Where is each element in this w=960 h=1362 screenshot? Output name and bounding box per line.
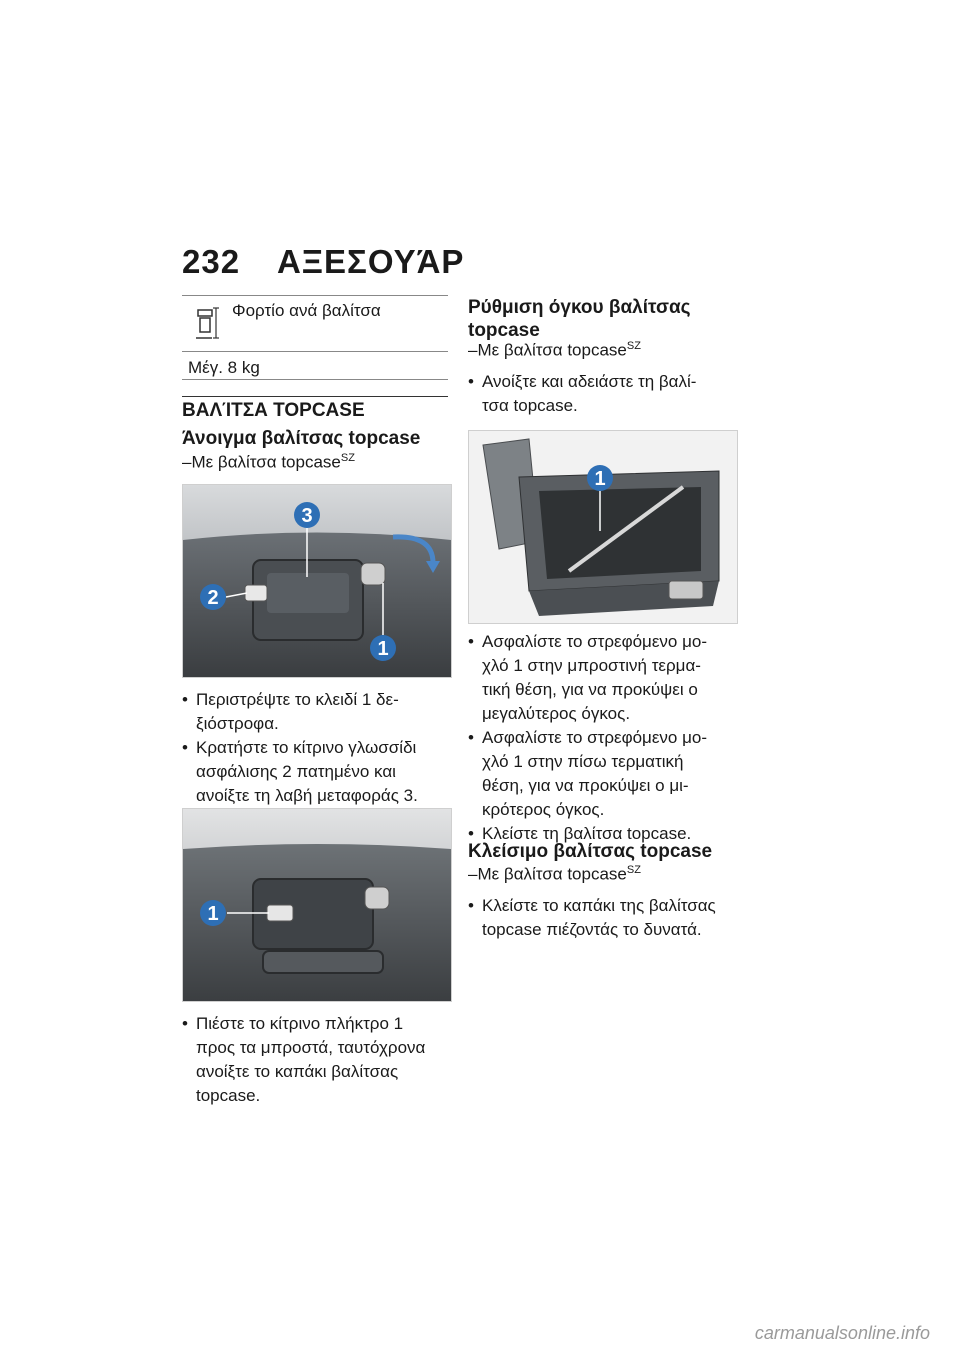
section-name: ΑΞΕΣΟΥΆΡ — [276, 243, 465, 280]
volume-step-4: • Κλείστε τη βαλίτσα topcase. — [468, 822, 744, 846]
opening-step-3: • Πιέστε το κίτρινο πλήκτρο 1 προς τα μπροστά, ταυτόχρονα ανοίξτε το καπάκι βαλίτσας topcase. — [182, 1012, 452, 1108]
volume-title: Ρύθμιση όγκου βαλίτσας topcase — [468, 297, 691, 341]
load-table — [182, 295, 448, 380]
callout-1-label: 1 — [594, 468, 606, 490]
opening-condition-sup: SZ — [340, 452, 355, 464]
weight-icon — [194, 306, 224, 342]
closing-condition-text: –Με βαλίτσα topcase — [468, 864, 627, 884]
load-label: Φορτίο ανά βαλίτσα — [232, 301, 381, 320]
page-header — [182, 243, 464, 281]
volume-steps-2 — [468, 630, 744, 846]
figure-yellow-button — [182, 808, 452, 1002]
closing-steps — [468, 894, 744, 942]
opening-lid-steps — [182, 1012, 452, 1108]
opening-condition — [182, 452, 355, 473]
callout-2-label: 2 — [207, 587, 219, 609]
section-title-block — [182, 396, 448, 422]
closing-title: Κλείσιμο βαλίτσας topcase — [468, 841, 713, 862]
page-number: 232 — [182, 243, 241, 280]
load-value: Μέγ. 8 kg — [182, 352, 448, 380]
figure-volume-lever — [468, 430, 738, 624]
callout-1-label: 1 — [207, 903, 219, 925]
volume-condition-text: –Με βαλίτσα topcase — [468, 340, 627, 360]
closing-condition — [468, 864, 641, 885]
callout-3-label: 3 — [301, 505, 313, 527]
section-title: ΒΑΛΊΤΣΑ TOPCASE — [182, 400, 365, 421]
opening-steps — [182, 688, 452, 808]
opening-step-1: • Περιστρέψτε το κλειδί 1 δε- ξιόστροφα. — [182, 688, 452, 736]
opening-condition-text: –Με βαλίτσα topcase — [182, 452, 341, 472]
volume-steps-1 — [468, 370, 740, 418]
closing-condition-sup: SZ — [626, 864, 641, 876]
watermark: carmanualsonline.info — [754, 1323, 930, 1343]
volume-step-2: • Ασφαλίστε το στρεφόμενο μο- χλό 1 στην μπροστινή τερμα- τική θέση, για να προκύψει ο μεγαλύτερος όγκος. — [468, 630, 744, 726]
closing-step-1: • Κλείστε το καπάκι της βαλίτσας topcase πιέζοντάς το δυνατά. — [468, 894, 744, 942]
volume-condition-sup: SZ — [626, 340, 641, 352]
opening-step-2: • Κρατήστε το κίτρινο γλωσσίδι ασφάλισης 2 πατημένο και ανοίξτε τη λαβή μεταφοράς 3. — [182, 736, 452, 808]
opening-title: Άνοιγμα βαλίτσας topcase — [182, 428, 421, 449]
volume-step-1: • Ανοίξτε και αδειάστε τη βαλί- τσα topcase. — [468, 370, 740, 418]
volume-condition — [468, 340, 641, 361]
figure-open-handle — [182, 484, 452, 678]
volume-step-3: • Ασφαλίστε το στρεφόμενο μο- χλό 1 στην πίσω τερματική θέση, για να προκύψει ο μι- κρότερος όγκος. — [468, 726, 744, 822]
callout-1-label: 1 — [377, 638, 389, 660]
